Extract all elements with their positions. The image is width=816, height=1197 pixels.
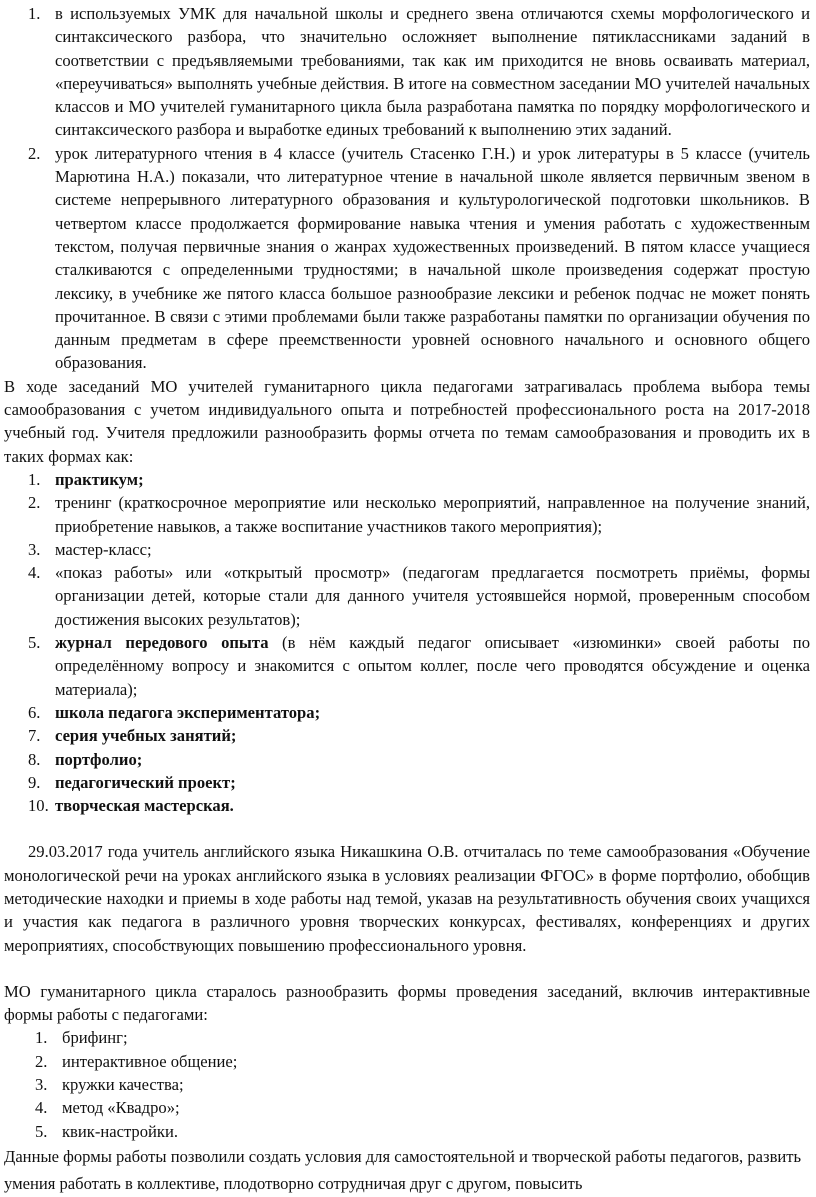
interactive-forms-list	[4, 1026, 810, 1142]
list-item: 2. тренинг (краткосрочное мероприятие или несколько мероприятий, направленное на получение знаний, приобретение навыков, а также воспитание участников такого мероприятия);	[28, 493, 810, 536]
list-item: 6. школа педагога экспериментатора;	[28, 702, 321, 722]
problems-list	[4, 2, 810, 375]
list-item: 3. мастер-класс;	[28, 539, 152, 559]
list-item: 2. интерактивное общение;	[35, 1051, 238, 1071]
spacer	[4, 957, 810, 980]
list-item: 1. в используемых УМК для начальной школы и среднего звена отличаются схемы морфологического и синтаксического разбора, что значительно осложняет выполнение пятиклассниками заданий в соответствии с предъявляемыми требованиями, так как им приходится не вновь осваивать материал, «переучиваться» выполнять учебные действия. В итоге на совместном заседании МО учителей начальных классов и МО учителей гуманитарного цикла была разработана памятка по порядку морфологического и синтаксического разбора и выработке единых требований к выполнению этих заданий.	[28, 4, 810, 140]
list-item: 1. брифинг;	[35, 1028, 128, 1048]
list-item: 9. педагогический проект;	[28, 772, 236, 792]
list-item: 4. метод «Квадро»;	[35, 1098, 180, 1118]
list-item: 2. урок литературного чтения в 4 классе (учитель Стасенко Г.Н.) и урок литературы в 5 классе (учитель Марютина Н.А.) показали, что литературное чтение в начальной школе является первичным звеном в системе непрерывного литературного образования и культурологической подготовки школьников. В четвертом классе продолжается формирование навыка чтения и умения работать с художественным текстом, получая первичные знания о жанрах художественных произведений. В пятом классе учащиеся сталкиваются с определенными трудностями; в начальной школе произведения содержат простую лексику, в учебнике же пятого класса большое разнообразие лексики и ребенок подчас не может понять прочитанное. В связи с этими проблемами были также разработаны памятки по организации обучения по данным предметам в сфере преемственности уровней основного начального и основного общего образования.	[28, 143, 810, 373]
report-forms-list	[4, 468, 810, 817]
list-item: 7. серия учебных занятий;	[28, 726, 237, 746]
list-item: 5. квик-настройки.	[35, 1121, 178, 1141]
list-item: 5. журнал передового опыта (в нём каждый педагог описывает «изюминки» своей работы по определённому вопросу и знакомится с опытом коллег, после чего проводятся обсуждение и оценка материала);	[28, 633, 810, 699]
conclusion-paragraph: Данные формы работы позволили создать условия для самостоятельной и творческой работы педагогов, развить умения работать в коллективе, плодотворно сотрудничая друг с другом, повысить	[4, 1146, 802, 1193]
list-item: 1. практикум;	[28, 469, 144, 489]
list-item: 10. творческая мастерская.	[28, 796, 234, 816]
self-education-paragraph: В ходе заседаний МО учителей гуманитарного цикла педагогами затрагивалась проблема выбора темы самообразования с учетом индивидуального опыта и потребностей профессионального роста на 2017-2018 учебный год. Учителя предложили разнообразить формы отчета по темам самообразования и проводить их в таких формах как:	[4, 376, 810, 466]
list-item: 3. кружки качества;	[35, 1075, 184, 1095]
list-item: 4. «показ работы» или «открытый просмотр» (педагогам предлагается посмотреть приёмы, формы организации детей, которые стали для данного учителя устоявшейся нормой, проверенным способом достижения высоких результатов);	[28, 563, 810, 629]
list-item: 8. портфолио;	[28, 749, 143, 769]
spacer	[4, 817, 810, 840]
interactive-forms-paragraph: МО гуманитарного цикла старалось разнообразить формы проведения заседаний, включив интерактивные формы работы с педагогами:	[4, 981, 810, 1025]
english-teacher-report-paragraph: 29.03.2017 года учитель английского языка Никашкина О.В. отчиталась по теме самообразования «Обучение монологической речи на уроках английского языка в условиях реализации ФГОС» в форме портфолио, обобщив методические находки и приемы в ходе работы над темой, указав на результативность обучения своих учащихся и участия как педагога в различного уровня творческих конкурсах, фестивалях, конференциях и других мероприятиях, способствующих повышению профессионального уровня.	[4, 842, 810, 955]
